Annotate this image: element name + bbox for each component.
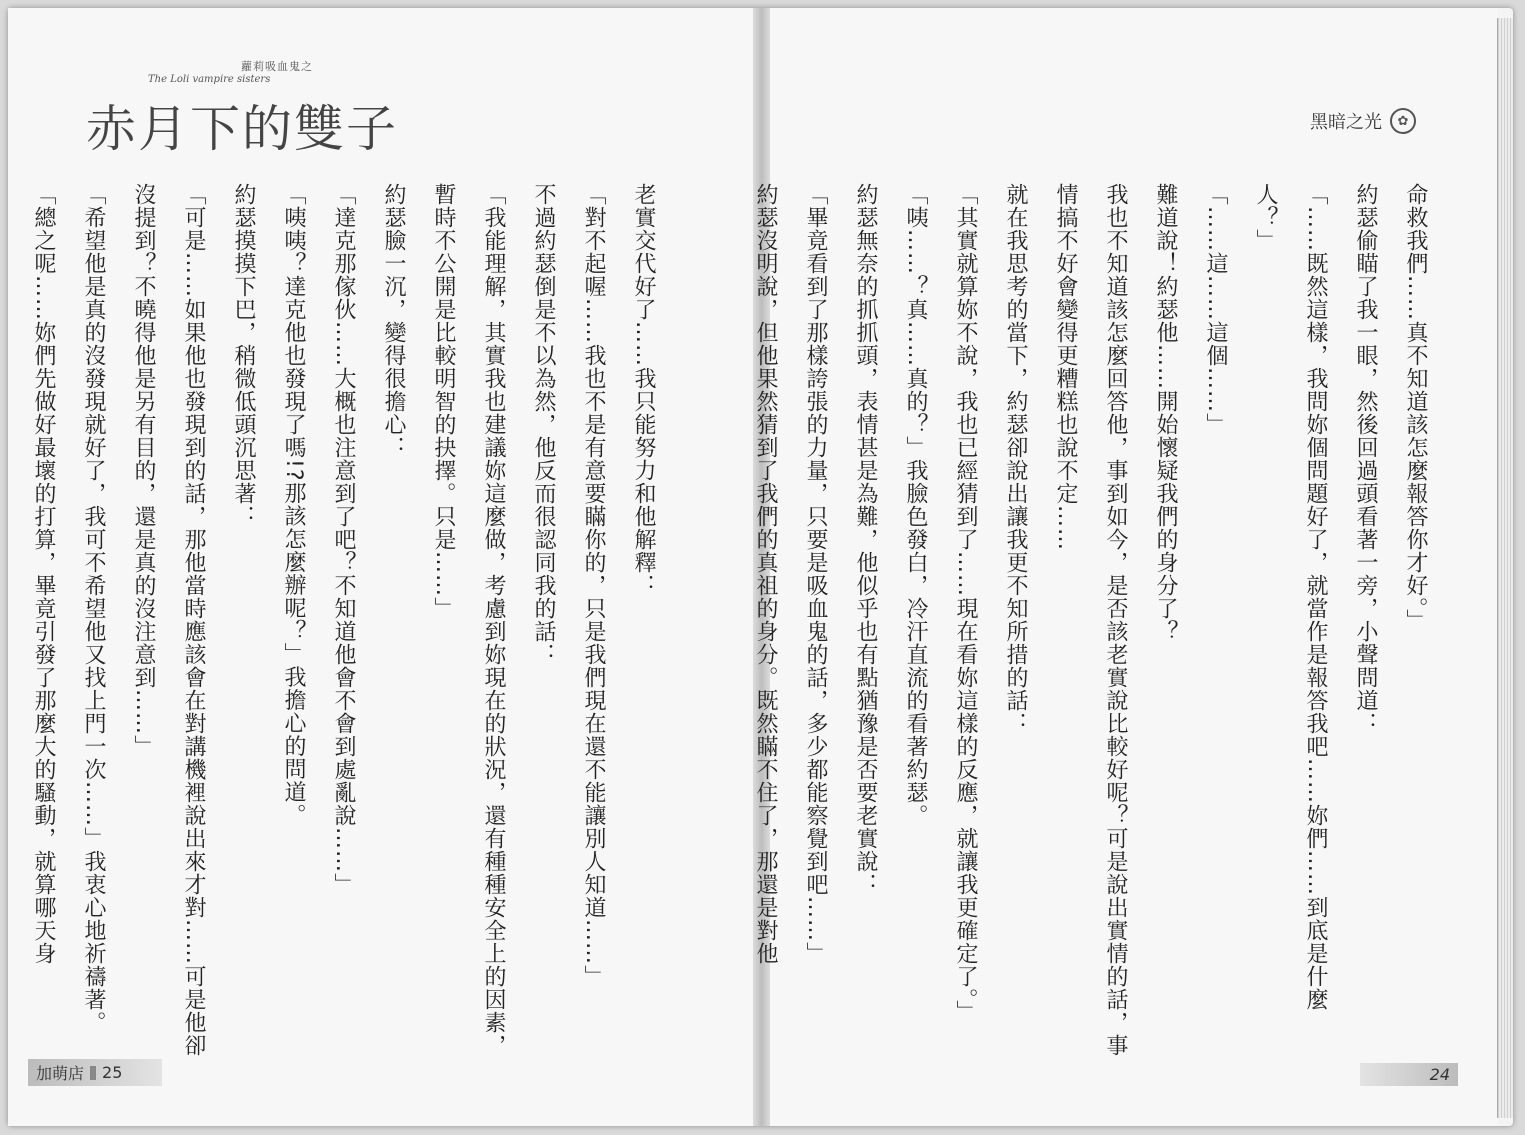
paragraph: 約瑟沒明說，但他果然猜到了我們的真祖的身分。既然瞞不住了，那還是對他 xyxy=(753,183,778,965)
paragraph: 「達克那傢伙……大概也注意到了吧？不知道他會不會到處亂說……」 xyxy=(331,183,356,896)
book-spread xyxy=(8,8,1513,1126)
paragraph: 就在我思考的當下，約瑟卻說出讓我更不知所措的話： xyxy=(1003,183,1028,735)
paragraph: 約瑟偷瞄了我一眼，然後回過頭看著一旁，小聲問道： xyxy=(1353,183,1378,735)
paragraph: 「可是……如果他也發現到的話，那他當時應該會在對講機裡說出來才對……可是他卻沒提到？不曉得他是另有目的，還是真的沒注意到……」 xyxy=(131,183,206,1057)
paragraph: 「……這……這個……」 xyxy=(1203,183,1228,436)
right-page xyxy=(753,8,1498,1126)
page-number: 25 xyxy=(102,1063,123,1082)
paragraph: 「對不起喔……我也不是有意要瞞你的，只是我們現在還不能讓別人知道……」 xyxy=(581,183,606,988)
paragraph: 「總之呢……妳們先做好最壞的打算，畢竟引發了那麼大的騷動，就算哪天身 xyxy=(31,183,56,965)
paragraph: 「我能理解，其實我也建議妳這麼做，考慮到妳現在的狀況，還有種種安全上的因素，暫時不公開是比較明智的抉擇。只是……」 xyxy=(431,183,506,1057)
book-title: 赤月下的雙子 xyxy=(86,100,398,158)
footer-label: 加萌店 xyxy=(36,1064,85,1083)
paragraph: 「咦……？真……真的？」我臉色發白，冷汗直流的看著約瑟。 xyxy=(903,183,928,827)
page-edges xyxy=(1497,18,1513,1118)
paragraph: 「……既然這樣，我問妳個問題好了，就當作是報答我吧……妳們……到底是什麼人？」 xyxy=(1253,183,1328,1011)
left-page xyxy=(8,8,753,1126)
running-header-left xyxy=(86,58,398,161)
paragraph: 老實交代好了……我只能努力和他解釋： xyxy=(631,183,656,597)
paragraph: 約瑟摸摸下巴，稍微低頭沉思著： xyxy=(231,183,256,528)
paragraph: 「畢竟看到了那樣誇張的力量，只要是吸血鬼的話，多少都能察覺到吧……」 xyxy=(803,183,828,965)
right-page-body xyxy=(753,183,1440,1058)
paragraph: 「其實就算妳不說，我也已經猜到了……現在看妳這樣的反應，就讓我更確定了。」 xyxy=(953,183,978,1023)
series-subtitle: 蘿莉吸血鬼之 xyxy=(241,60,313,73)
paragraph: 難道說！約瑟他……開始懷疑我們的身分了？ xyxy=(1153,183,1178,643)
flower-ornament-icon: ✿ xyxy=(1390,108,1416,134)
page-number: 24 xyxy=(1429,1065,1450,1084)
left-page-body xyxy=(31,183,668,1058)
paragraph: 約瑟無奈的抓抓頭，表情甚是為難，他似乎也有點猶豫是否要老實說： xyxy=(853,183,878,896)
paragraph: 我也不知道該怎麼回答他，事到如今，是否該老實說比較好呢？可是說出實情的話，事情搞不好會變得更糟糕也說不定…… xyxy=(1053,183,1128,1057)
paragraph: 不過約瑟倒是不以為然，他反而很認同我的話： xyxy=(531,183,556,666)
page-footer-left xyxy=(28,1059,162,1086)
chapter-title: 黑暗之光 xyxy=(1310,112,1382,133)
paragraph: 「咦咦？達克他也發現了嗎!?那該怎麼辦呢？」我擔心的問道。 xyxy=(281,183,306,827)
page-footer-right xyxy=(1360,1063,1458,1086)
paragraph: 約瑟臉一沉，變得很擔心： xyxy=(381,183,406,459)
running-header-right xyxy=(1310,108,1416,134)
footer-divider xyxy=(90,1066,96,1080)
paragraph: 命救我們……真不知道該怎麼報答你才好。」 xyxy=(1403,183,1428,632)
paragraph: 「希望他是真的沒發現就好了，我可不希望他又找上門一次……」我衷心地祈禱著。 xyxy=(81,183,106,1034)
series-english-title: The Loli vampire sisters xyxy=(148,74,271,85)
